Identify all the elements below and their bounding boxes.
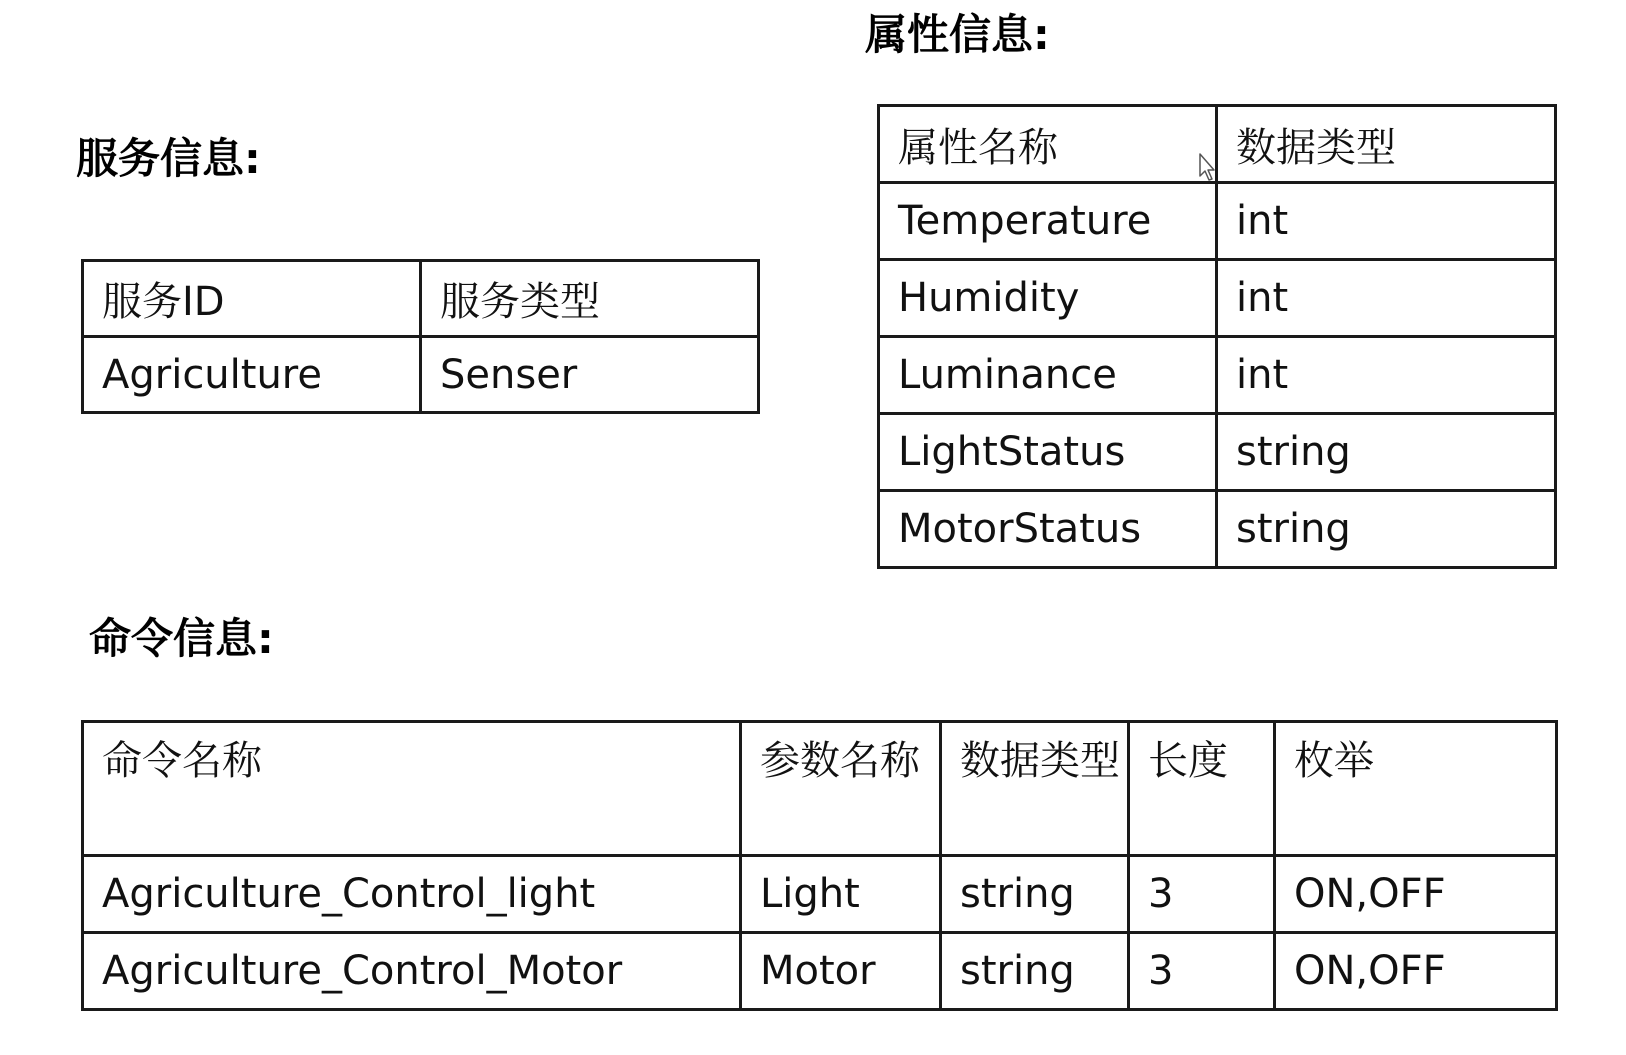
- cell-property-name: Temperature: [879, 183, 1217, 260]
- table-row: [83, 856, 1557, 933]
- cell-property-name: Luminance: [879, 337, 1217, 414]
- header-data-type: 数据类型: [1217, 106, 1556, 183]
- table-header-row: [83, 261, 759, 337]
- cell-length: 3: [1129, 856, 1275, 933]
- table-header-row: [879, 106, 1556, 183]
- header-length: 长度: [1129, 722, 1275, 856]
- mouse-pointer-icon: [1198, 152, 1216, 182]
- header-property-name: 属性名称: [879, 106, 1217, 183]
- table-header-row: [83, 722, 1557, 856]
- header-param-name: 参数名称: [741, 722, 941, 856]
- cell-data-type: string: [941, 856, 1129, 933]
- service-info-heading: 服务信息:: [76, 134, 261, 183]
- table-row: [879, 414, 1556, 491]
- table-row: [879, 260, 1556, 337]
- cell-property-name: MotorStatus: [879, 491, 1217, 568]
- header-command-name: 命令名称: [83, 722, 741, 856]
- cell-data-type: string: [1217, 414, 1556, 491]
- cell-data-type: string: [941, 933, 1129, 1010]
- cell-param-name: Light: [741, 856, 941, 933]
- cell-enum: ON,OFF: [1275, 856, 1557, 933]
- cell-command-name: Agriculture_Control_light: [83, 856, 741, 933]
- cell-service-type: Senser: [421, 337, 759, 413]
- header-enum: 枚举: [1275, 722, 1557, 856]
- cell-property-name: Humidity: [879, 260, 1217, 337]
- property-info-table: [877, 104, 1557, 569]
- property-info-heading: 属性信息:: [865, 10, 1050, 59]
- cell-data-type: int: [1217, 183, 1556, 260]
- table-row: [83, 337, 759, 413]
- table-row: [83, 933, 1557, 1010]
- table-row: [879, 491, 1556, 568]
- cell-enum: ON,OFF: [1275, 933, 1557, 1010]
- header-service-type: 服务类型: [421, 261, 759, 337]
- command-info-table: [81, 720, 1558, 1011]
- cell-command-name: Agriculture_Control_Motor: [83, 933, 741, 1010]
- cell-property-name: LightStatus: [879, 414, 1217, 491]
- header-service-id: 服务ID: [83, 261, 421, 337]
- cell-length: 3: [1129, 933, 1275, 1010]
- command-info-heading: 命令信息:: [89, 614, 274, 663]
- cell-data-type: int: [1217, 260, 1556, 337]
- cell-data-type: string: [1217, 491, 1556, 568]
- table-row: [879, 337, 1556, 414]
- cell-service-id: Agriculture: [83, 337, 421, 413]
- table-row: [879, 183, 1556, 260]
- header-data-type: 数据类型: [941, 722, 1129, 856]
- service-info-table: [81, 259, 760, 414]
- cell-param-name: Motor: [741, 933, 941, 1010]
- cell-data-type: int: [1217, 337, 1556, 414]
